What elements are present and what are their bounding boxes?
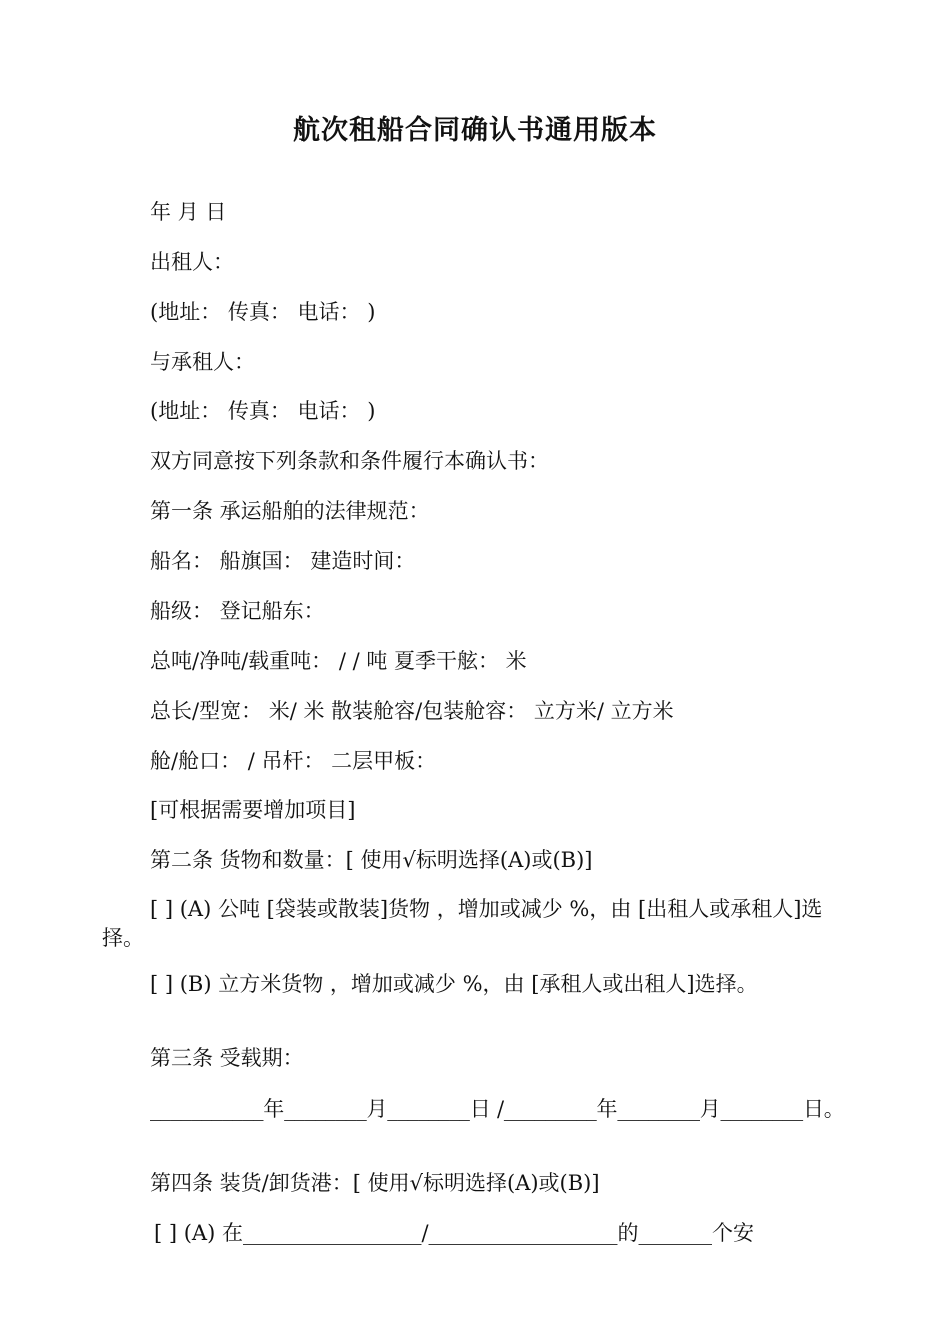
lessee-label: 与承租人：	[150, 350, 255, 374]
hatch-line: 舱/舱口： / 吊杆： 二层甲板：	[150, 749, 437, 773]
clause-2-heading: 第二条 货物和数量：[ 使用√标明选择(A)或(B)]	[150, 848, 593, 872]
agreement-intro: 双方同意按下列条款和条件履行本确认书：	[150, 449, 549, 473]
clause-2-option-b: [ ] (B) 立方米货物 ，增加或减少 %，由 [承租人或出租人]选择。	[150, 972, 758, 996]
clause-2-option-a: [ ] (A) 公吨 [袋装或散装]货物 ，增加或减少 %，由 [出租人或承租人]选择。	[102, 897, 823, 950]
dimensions-line: 总长/型宽： 米/ 米 散装舱容/包装舱容： 立方米/ 立方米	[150, 699, 674, 723]
clause-4-heading: 第四条 装货/卸货港：[ 使用√标明选择(A)或(B)]	[150, 1171, 600, 1195]
date-line: 年 月 日	[150, 200, 227, 224]
loading-period-fill-line: ___________年________月________日 /_________年________月________日。	[150, 1097, 845, 1121]
clause-3-heading: 第三条 受载期：	[150, 1046, 304, 1070]
lessor-contact-line: (地址： 传真： 电话： )	[150, 300, 376, 324]
clause-4-option-a: [ ] (A) 在_________________/__________________的_______个安	[154, 1221, 755, 1245]
tonnage-line: 总吨/净吨/载重吨： / / 吨 夏季干舷： 米	[150, 649, 527, 673]
additional-items-note: [可根据需要增加项目]	[150, 798, 356, 822]
ship-name-line: 船名： 船旗国： 建造时间：	[150, 549, 416, 573]
lessor-label: 出租人：	[150, 250, 234, 274]
clause-1-heading: 第一条 承运船舶的法律规范：	[150, 499, 430, 523]
document-title: 航次租船合同确认书通用版本	[293, 115, 657, 146]
lessee-contact-line: (地址： 传真： 电话： )	[150, 399, 376, 423]
ship-class-line: 船级： 登记船东：	[150, 599, 325, 623]
